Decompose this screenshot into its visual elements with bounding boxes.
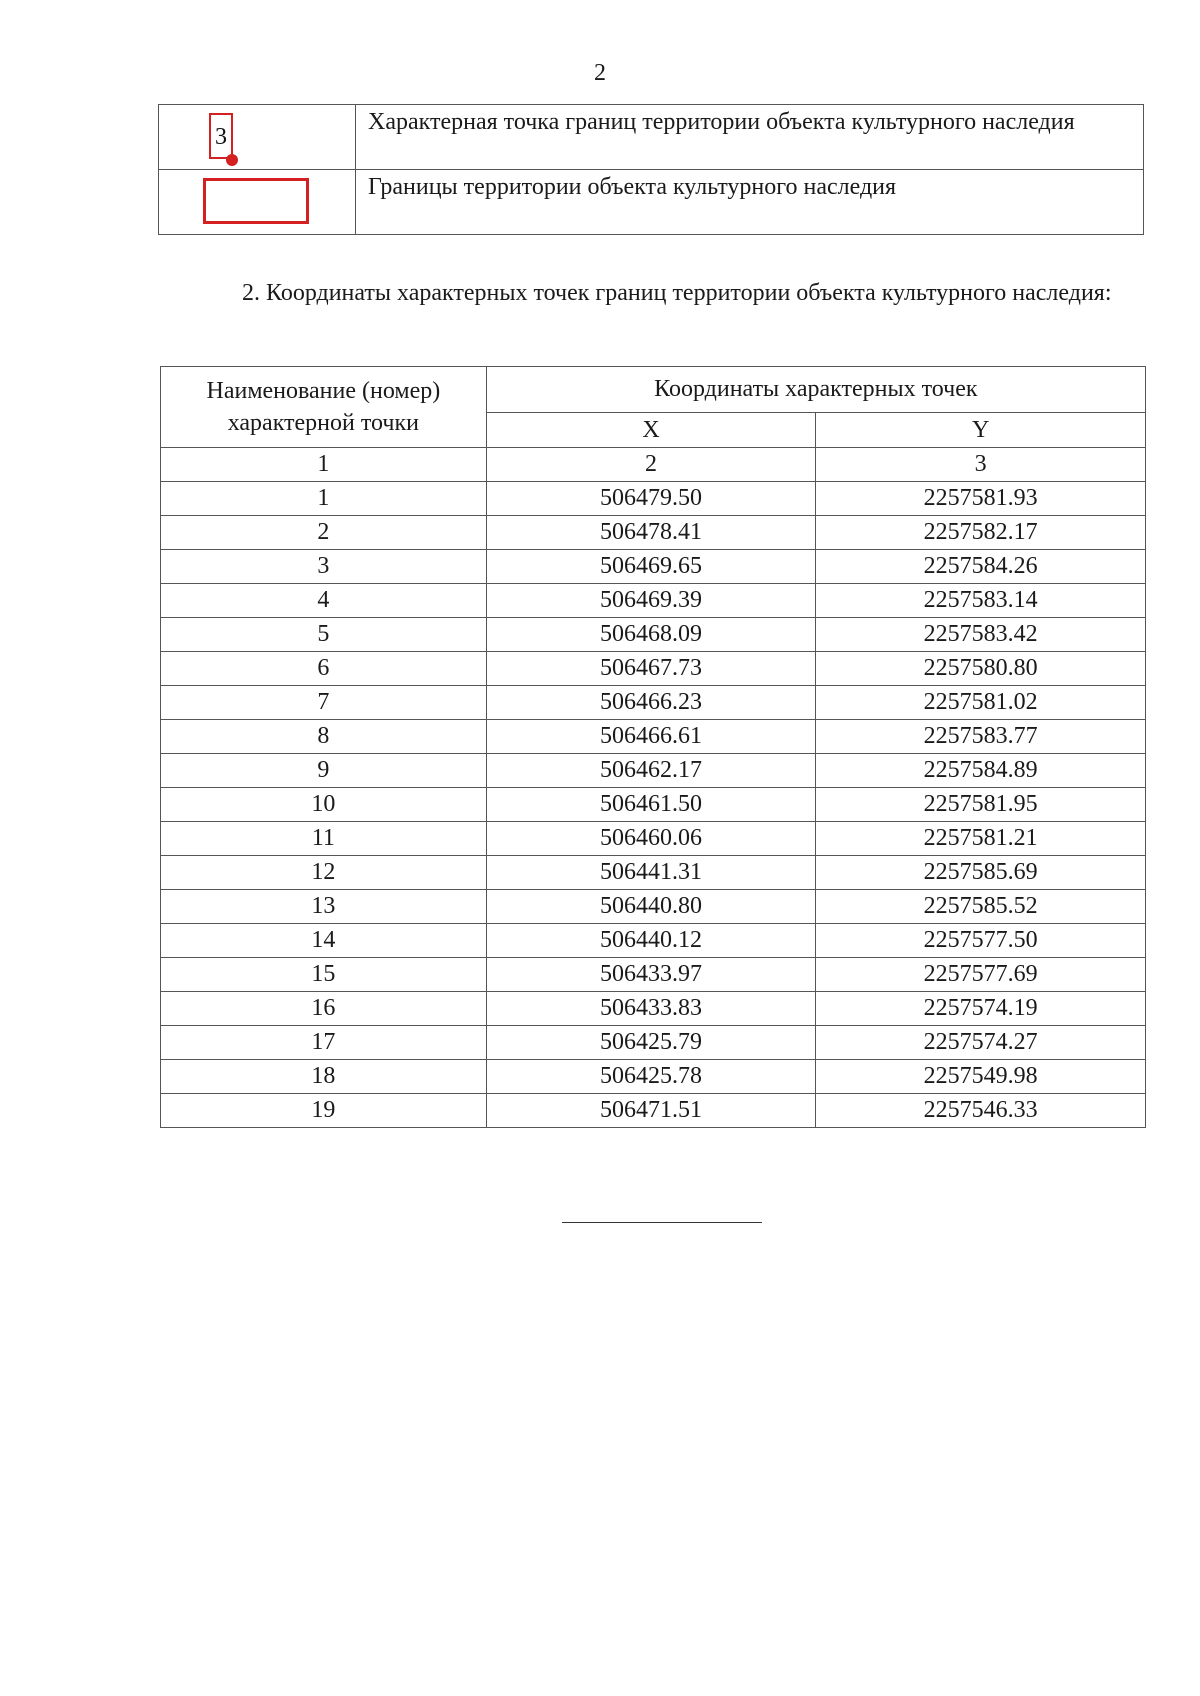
x-coordinate-cell: 506433.97 [486, 958, 816, 992]
x-coordinate-cell: 506440.80 [486, 890, 816, 924]
x-coordinate-cell: 506425.78 [486, 1060, 816, 1094]
legend-row-boundary [159, 170, 1144, 235]
table-row [161, 822, 1146, 856]
y-coordinate-cell: 2257585.52 [816, 890, 1146, 924]
boundary-rectangle-symbol [203, 178, 309, 224]
coordinates-table [160, 366, 1146, 1128]
y-coordinate-cell: 2257581.02 [816, 686, 1146, 720]
column-number: 2 [486, 448, 816, 482]
x-coordinate-cell: 506433.83 [486, 992, 816, 1026]
legend-symbol-cell [159, 170, 356, 235]
x-coordinate-cell: 506468.09 [486, 618, 816, 652]
y-coordinate-cell: 2257574.19 [816, 992, 1146, 1026]
end-divider-line [562, 1222, 762, 1223]
legend-table [158, 104, 1144, 235]
point-number-cell: 19 [161, 1094, 487, 1128]
column-number-row [161, 448, 1146, 482]
y-coordinate-cell: 2257583.14 [816, 584, 1146, 618]
point-number-cell: 17 [161, 1026, 487, 1060]
header-y: Y [816, 412, 1146, 447]
x-coordinate-cell: 506440.12 [486, 924, 816, 958]
x-coordinate-cell: 506466.23 [486, 686, 816, 720]
y-coordinate-cell: 2257583.77 [816, 720, 1146, 754]
table-row [161, 890, 1146, 924]
table-row [161, 1060, 1146, 1094]
point-number-cell: 9 [161, 754, 487, 788]
y-coordinate-cell: 2257580.80 [816, 652, 1146, 686]
point-number-cell: 7 [161, 686, 487, 720]
x-coordinate-cell: 506478.41 [486, 516, 816, 550]
x-coordinate-cell: 506460.06 [486, 822, 816, 856]
legend-text-boundary: Границы территории объекта культурного наследия [356, 170, 1144, 235]
legend-row-point [159, 105, 1144, 170]
table-header-row [161, 367, 1146, 413]
point-dot-icon [226, 154, 238, 166]
x-coordinate-cell: 506471.51 [486, 1094, 816, 1128]
header-x: X [486, 412, 816, 447]
table-row [161, 1094, 1146, 1128]
table-row [161, 516, 1146, 550]
point-number-cell: 13 [161, 890, 487, 924]
x-coordinate-cell: 506461.50 [486, 788, 816, 822]
table-row [161, 720, 1146, 754]
point-number-cell: 2 [161, 516, 487, 550]
x-coordinate-cell: 506466.61 [486, 720, 816, 754]
x-coordinate-cell: 506462.17 [486, 754, 816, 788]
section-heading: 2. Координаты характерных точек границ территории объекта культурного наследия: [242, 280, 1112, 306]
column-number: 3 [816, 448, 1146, 482]
table-row [161, 618, 1146, 652]
point-number-cell: 12 [161, 856, 487, 890]
legend-text-point: Характерная точка границ территории объекта культурного наследия [356, 105, 1144, 170]
table-row [161, 754, 1146, 788]
table-row [161, 482, 1146, 516]
point-number-cell: 11 [161, 822, 487, 856]
table-row [161, 992, 1146, 1026]
point-number-cell: 16 [161, 992, 487, 1026]
y-coordinate-cell: 2257549.98 [816, 1060, 1146, 1094]
column-number: 1 [161, 448, 487, 482]
point-number-cell: 8 [161, 720, 487, 754]
point-number-cell: 5 [161, 618, 487, 652]
point-number-cell: 3 [161, 550, 487, 584]
y-coordinate-cell: 2257581.95 [816, 788, 1146, 822]
y-coordinate-cell: 2257577.69 [816, 958, 1146, 992]
x-coordinate-cell: 506425.79 [486, 1026, 816, 1060]
x-coordinate-cell: 506441.31 [486, 856, 816, 890]
table-row [161, 856, 1146, 890]
header-coordinates: Координаты характерных точек [486, 367, 1145, 413]
y-coordinate-cell: 2257574.27 [816, 1026, 1146, 1060]
table-row [161, 924, 1146, 958]
y-coordinate-cell: 2257584.26 [816, 550, 1146, 584]
y-coordinate-cell: 2257582.17 [816, 516, 1146, 550]
table-row [161, 788, 1146, 822]
table-row [161, 686, 1146, 720]
x-coordinate-cell: 506479.50 [486, 482, 816, 516]
y-coordinate-cell: 2257546.33 [816, 1094, 1146, 1128]
table-row [161, 1026, 1146, 1060]
point-number-cell: 14 [161, 924, 487, 958]
point-number-cell: 6 [161, 652, 487, 686]
table-row [161, 550, 1146, 584]
x-coordinate-cell: 506469.65 [486, 550, 816, 584]
point-number-cell: 4 [161, 584, 487, 618]
table-row [161, 584, 1146, 618]
y-coordinate-cell: 2257581.93 [816, 482, 1146, 516]
characteristic-point-symbol: 3 [209, 113, 233, 159]
y-coordinate-cell: 2257583.42 [816, 618, 1146, 652]
y-coordinate-cell: 2257584.89 [816, 754, 1146, 788]
point-number-cell: 10 [161, 788, 487, 822]
header-point-name: Наименование (номер) характерной точки [161, 367, 487, 448]
y-coordinate-cell: 2257581.21 [816, 822, 1146, 856]
point-number-cell: 18 [161, 1060, 487, 1094]
y-coordinate-cell: 2257585.69 [816, 856, 1146, 890]
x-coordinate-cell: 506469.39 [486, 584, 816, 618]
point-number-cell: 1 [161, 482, 487, 516]
legend-symbol-cell [159, 105, 356, 170]
y-coordinate-cell: 2257577.50 [816, 924, 1146, 958]
point-number-cell: 15 [161, 958, 487, 992]
table-row [161, 652, 1146, 686]
x-coordinate-cell: 506467.73 [486, 652, 816, 686]
page-number: 2 [594, 60, 606, 86]
table-row [161, 958, 1146, 992]
